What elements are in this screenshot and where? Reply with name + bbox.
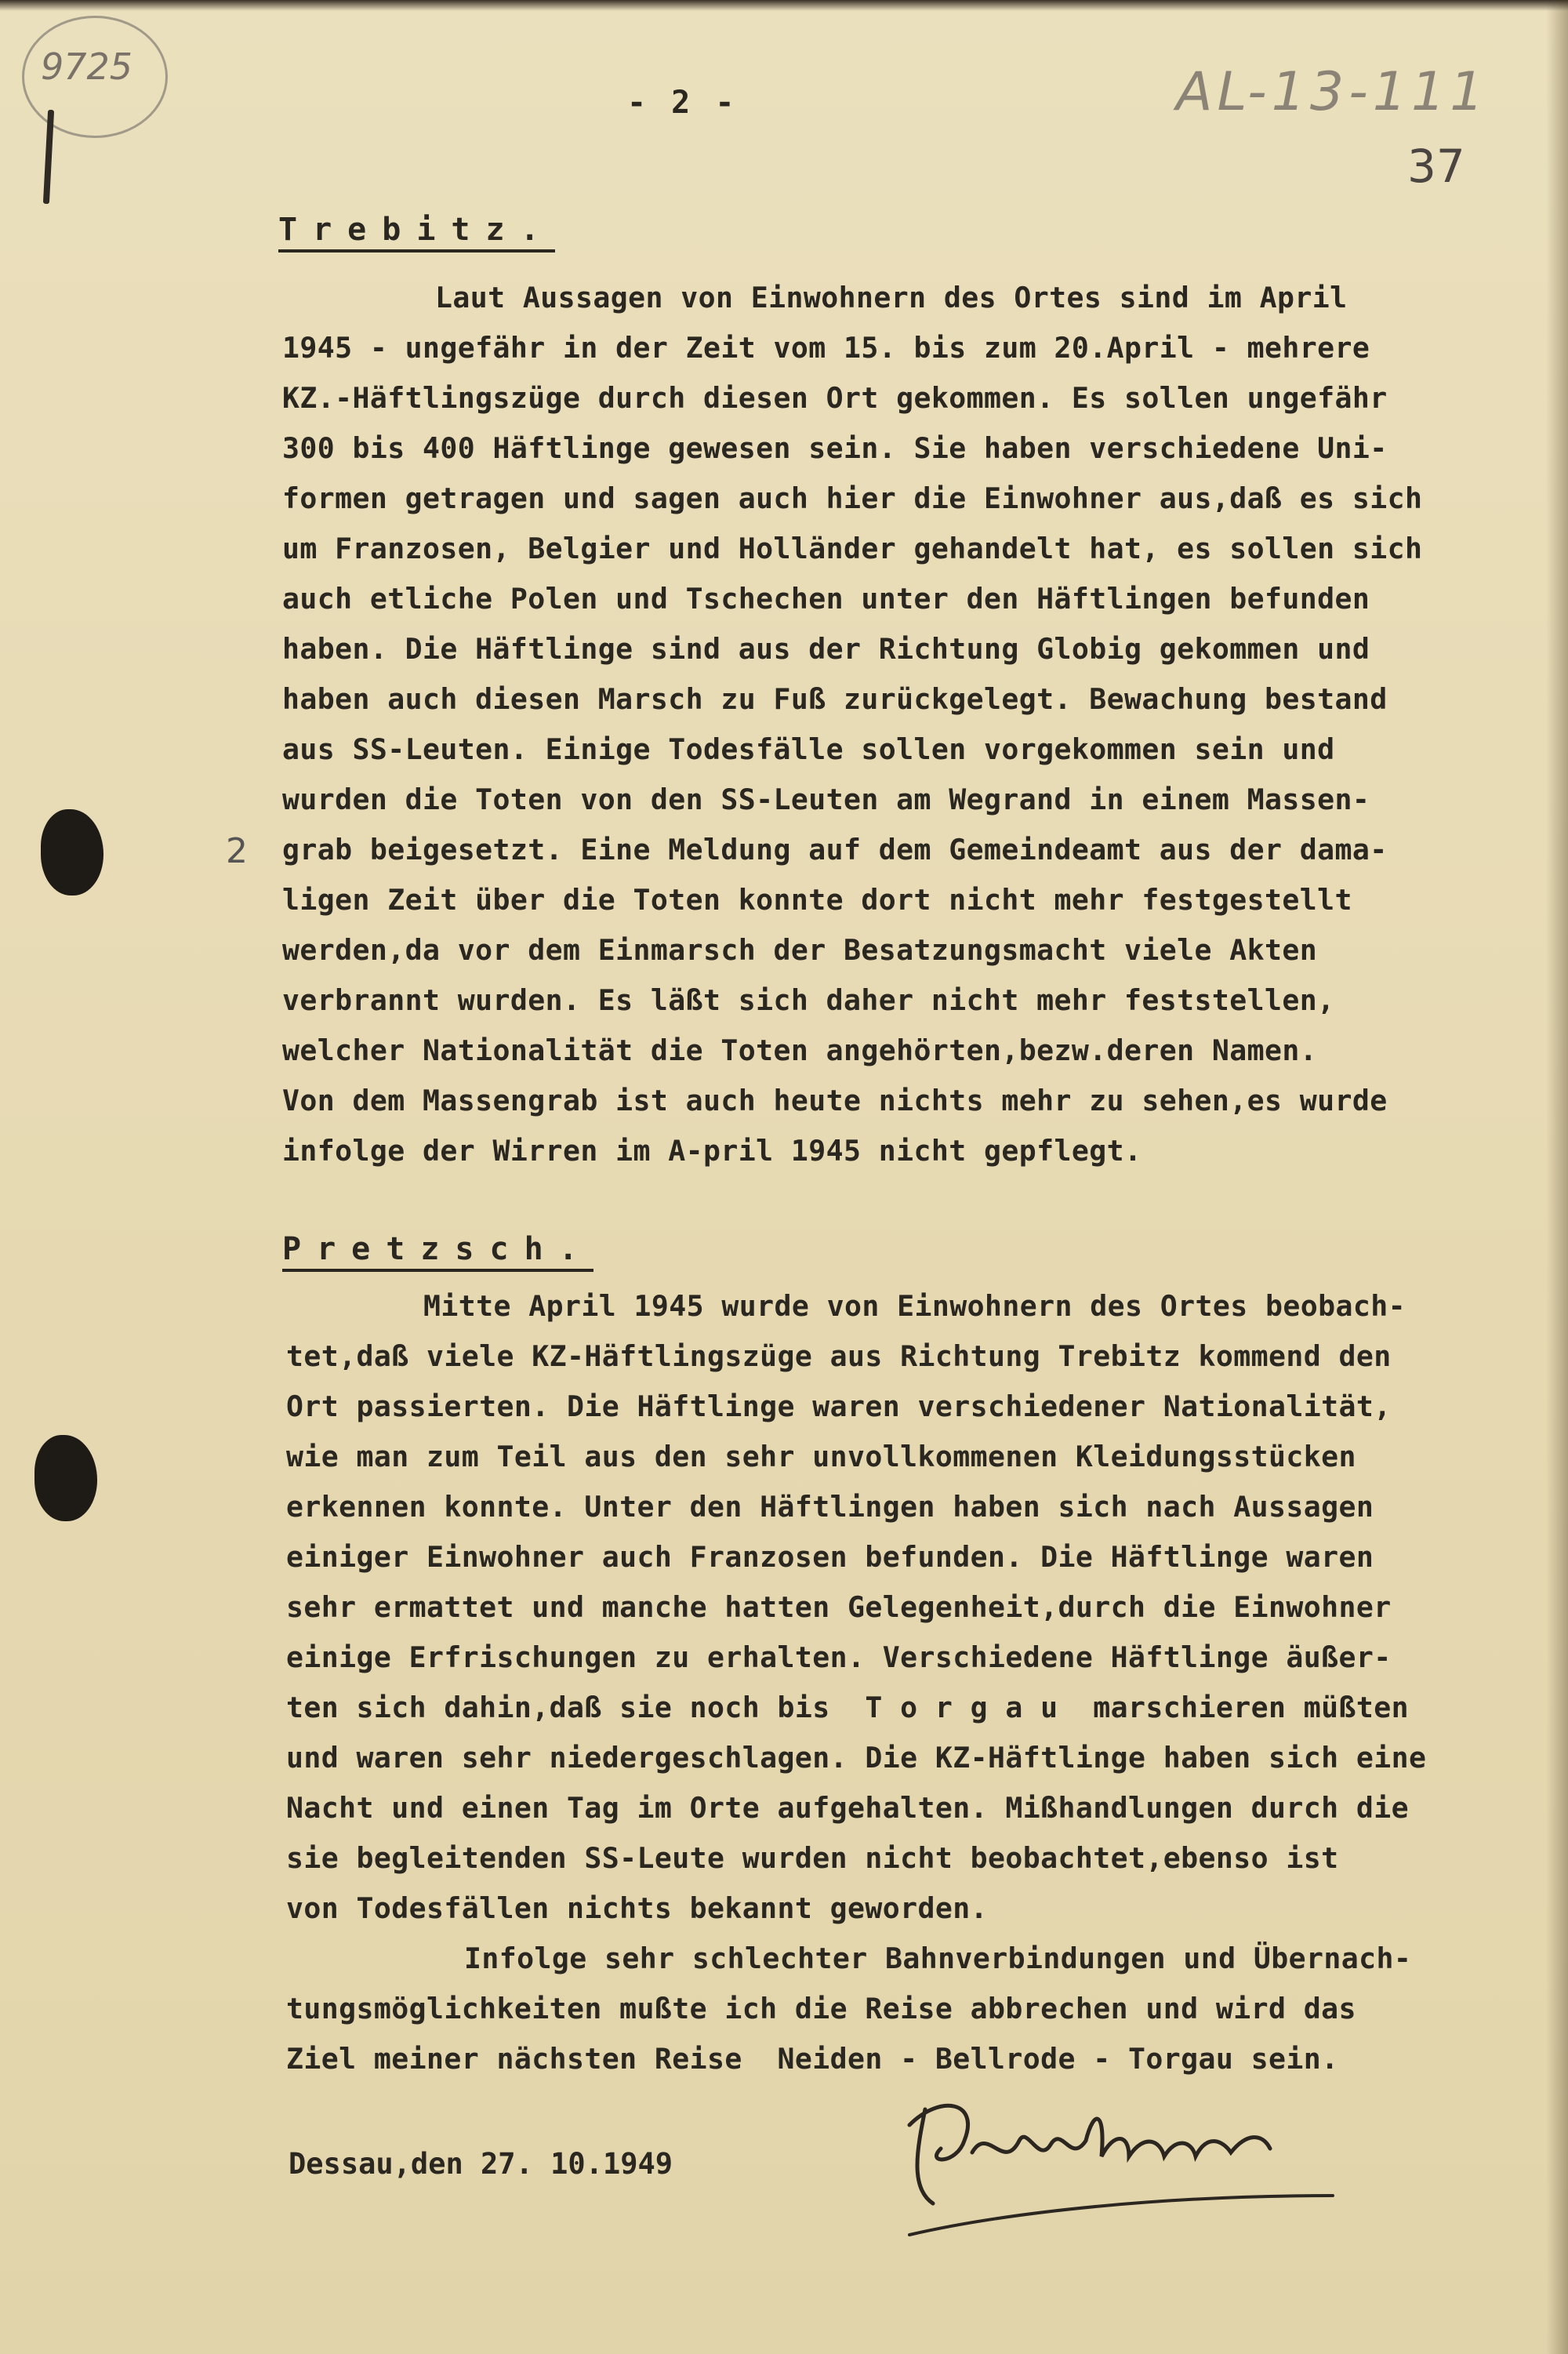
text-line: um Franzosen, Belgier und Holländer gehandelt hat, es sollen sich [282,532,1423,565]
margin-note: 2 [226,831,248,871]
archive-pen-mark [43,110,54,204]
folio-number: 37 [1407,140,1465,193]
text-line: Infolge sehr schlechter Bahnverbindungen und Übernach- [464,1942,1412,1975]
text-line: welcher Nationalität die Toten angehörten,bezw.deren Namen. [282,1034,1318,1067]
text-line: erkennen konnte. Unter den Häftlingen haben sich nach Aussagen [286,1490,1374,1524]
date-line: Dessau,den 27. 10.1949 [289,2147,673,2181]
text-line: Ziel meiner nächsten Reise Neiden - Bellrode - Torgau sein. [286,2042,1339,2076]
text-line: wurden die Toten von den SS-Leuten am Wegrand in einem Massen- [282,783,1370,816]
text-line: einiger Einwohner auch Franzosen befunden. Die Häftlinge waren [286,1540,1374,1574]
page-number: - 2 - [627,85,738,121]
text-line: grab beigesetzt. Eine Meldung auf dem Gemeindeamt aus der dama- [282,833,1388,866]
text-line: KZ.-Häftlingszüge durch diesen Ort gekommen. Es sollen ungefähr [282,381,1388,415]
text-line: verbrannt wurden. Es läßt sich daher nicht mehr feststellen, [282,983,1335,1017]
text-line: auch etliche Polen und Tschechen unter den Häftlingen befunden [282,582,1370,616]
text-line: werden,da vor dem Einmarsch der Besatzungsmacht viele Akten [282,933,1318,967]
text-line: ligen Zeit über die Toten konnte dort nicht mehr festgestellt [282,883,1352,917]
text-line: Mitte April 1945 wurde von Einwohnern des Ortes beobach- [423,1289,1406,1323]
text-line: wie man zum Teil aus den sehr unvollkommenen Kleidungsstücken [286,1440,1356,1473]
punch-hole-bottom [34,1435,97,1521]
text-line: formen getragen und sagen auch hier die Einwohner aus,daß es sich [282,481,1423,515]
handwritten-signature [894,2078,1364,2250]
section-heading-pretzsch: Pretzsch. [282,1231,593,1272]
text-line: Nacht und einen Tag im Orte aufgehalten. Mißhandlungen durch die [286,1791,1409,1825]
scan-top-edge [0,0,1568,11]
text-line: Laut Aussagen von Einwohnern des Ortes sind im April [435,281,1348,314]
section-heading-trebitz: Trebitz. [278,212,555,252]
text-line: 1945 - ungefähr in der Zeit vom 15. bis zum 20.April - mehrere [282,331,1370,365]
text-line: infolge der Wirren im A-pril 1945 nicht gepflegt. [282,1134,1142,1168]
text-line: ten sich dahin,daß sie noch bis T o r g a u marschieren müßten [286,1691,1409,1724]
text-line: 300 bis 400 Häftlinge gewesen sein. Sie haben verschiedene Uni- [282,431,1388,465]
punch-hole-top [41,809,103,895]
file-reference: AL-13-111 [1176,61,1489,123]
text-line: sehr ermattet und manche hatten Gelegenheit,durch die Einwohner [286,1590,1392,1624]
text-line: einige Erfrischungen zu erhalten. Verschiedene Häftlinge äußer- [286,1640,1392,1674]
text-line: haben auch diesen Marsch zu Fuß zurückgelegt. Bewachung bestand [282,682,1388,716]
text-line: sie begleitenden SS-Leute wurden nicht beobachtet,ebenso ist [286,1841,1339,1875]
text-line: von Todesfällen nichts bekannt geworden. [286,1891,988,1925]
text-line: tet,daß viele KZ-Häftlingszüge aus Richtung Trebitz kommend den [286,1339,1392,1373]
archive-stamp-number: 9725 [41,45,133,88]
text-line: aus SS-Leuten. Einige Todesfälle sollen vorgekommen sein und [282,732,1335,766]
text-line: Von dem Massengrab ist auch heute nichts mehr zu sehen,es wurde [282,1084,1388,1117]
text-line: haben. Die Häftlinge sind aus der Richtung Globig gekommen und [282,632,1370,666]
text-line: Ort passierten. Die Häftlinge waren verschiedener Nationalität, [286,1390,1392,1423]
text-line: und waren sehr niedergeschlagen. Die KZ-Häftlinge haben sich eine [286,1741,1427,1775]
scan-right-edge [1546,0,1568,2354]
text-line: tungsmöglichkeiten mußte ich die Reise abbrechen und wird das [286,1992,1356,2025]
